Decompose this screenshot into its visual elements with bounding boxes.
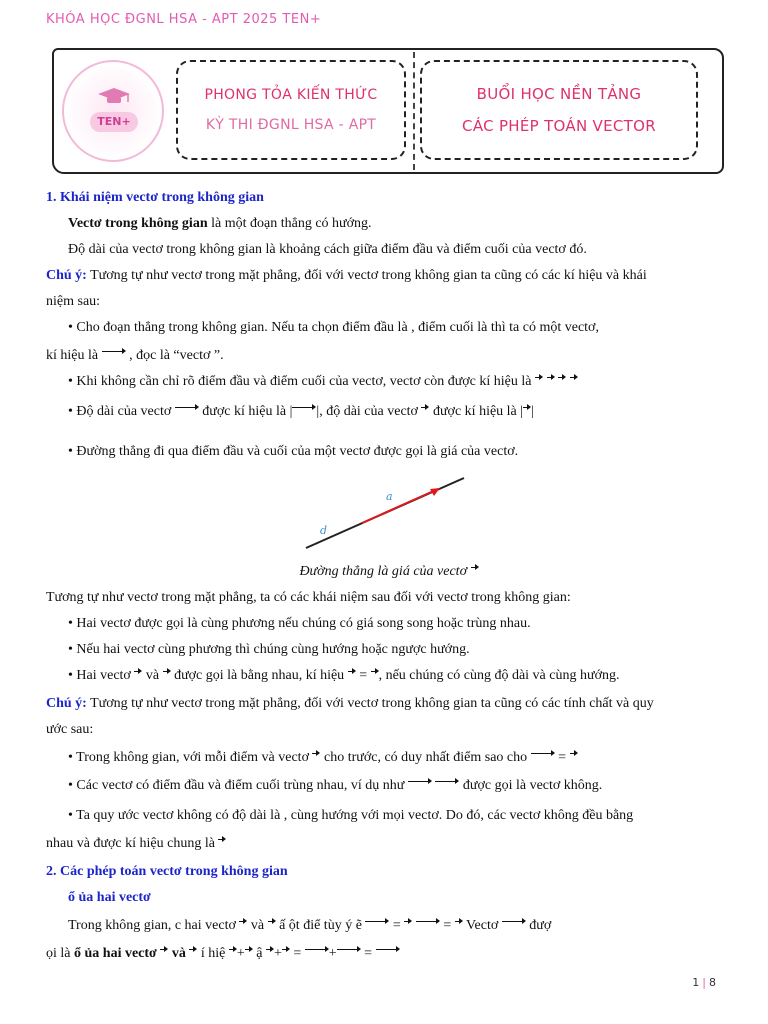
graduation-cap-icon — [98, 88, 130, 106]
section2-subheading: ổ ủa hai vectơ — [68, 890, 151, 905]
bullet-segment-cont — [46, 346, 732, 366]
caption-text: Đường thẳng là giá của vectơ — [299, 564, 468, 579]
vector-arrow-icon — [189, 947, 197, 957]
course-header: KHÓA HỌC ĐGNL HSA - APT 2025 TEN+ — [46, 12, 322, 27]
note1 — [46, 266, 732, 286]
equal-text-c: được gọi là bằng nhau, kí hiệu — [170, 668, 348, 683]
vector-arrow-icon — [416, 919, 440, 929]
vector-arrow-icon — [268, 919, 276, 929]
concept-collinear: • Hai vectơ được gọi là cùng phương nếu chúng có giá song song hoặc trùng nhau. — [68, 616, 531, 631]
vector-arrow-icon — [102, 349, 126, 359]
sum2-text-d: và — [168, 946, 190, 961]
vector-arrow-icon — [218, 837, 226, 847]
vector-arrow-icon — [471, 565, 479, 575]
note1-text: Tương tự như vectơ trong mặt phẳng, đối với vectơ trong không gian ta cũng có các kí hiệu và khái — [86, 268, 647, 283]
sum-text-c: ấ ột điể tùy ý ẽ — [275, 918, 366, 933]
note1-label: Chú ý: — [46, 268, 87, 283]
bullet-notation — [46, 372, 732, 392]
note2-label: Chú ý: — [46, 696, 87, 711]
vector-segment — [362, 489, 438, 523]
figure-caption — [46, 562, 732, 582]
sum-text-b: và — [247, 918, 268, 933]
abs-bars: | | — [289, 404, 320, 419]
banner-box-left — [176, 60, 406, 160]
vector-arrow-icon — [305, 947, 329, 957]
equal-text-b: và — [142, 668, 163, 683]
note1-cont: niệm sau: — [46, 294, 101, 309]
banner-right-line1: BUỔI HỌC NỀN TẢNG — [476, 85, 642, 103]
bullet-length — [46, 402, 732, 422]
zero-text-b: được gọi là vectơ không. — [459, 778, 603, 793]
property-zero-length-cont — [46, 834, 732, 854]
vector-arrow-icon — [404, 919, 412, 929]
vector-arrow-icon — [535, 375, 543, 385]
label-a: a — [386, 490, 393, 503]
abs-bars-2: | | — [520, 404, 534, 419]
vector-arrow-icon — [435, 779, 459, 789]
label-d: d — [320, 524, 328, 537]
zero-text-a: • Các vectơ có điểm đầu và điểm cuối trùng nhau, ví dụ như — [68, 778, 408, 793]
read-as-label: , đọc là “vectơ ”. — [125, 348, 224, 363]
vector-arrow-icon — [531, 751, 555, 761]
page-current: 1 — [692, 976, 700, 989]
vector-arrow-icon — [348, 669, 356, 679]
vector-arrow-icon — [570, 375, 578, 385]
sum-definition-cont: ọi là ổ ủa hai vectơ và í hiệ + ậ + = + = — [46, 944, 732, 964]
sum-text-a: Trong không gian, c hai vectơ — [68, 918, 240, 933]
course-logo — [62, 60, 164, 162]
vector-arrow-icon — [408, 779, 432, 789]
banner-box-right — [420, 60, 698, 160]
vector-arrow-icon — [371, 669, 379, 679]
vector-arrow-icon — [558, 375, 566, 385]
concept-direction: • Nếu hai vectơ cùng phương thì chúng cùng hướng hoặc ngược hướng. — [68, 642, 470, 657]
length-text-c: , độ dài của vectơ — [319, 404, 422, 419]
sum2-text-c: ủa hai vectơ — [81, 946, 161, 961]
vector-arrow-icon — [266, 947, 274, 957]
sum2-text-a: ọi là — [46, 946, 74, 961]
bullet-support-line: • Đường thẳng đi qua điểm đầu và cuối của một vectơ được gọi là giá của vectơ. — [68, 444, 519, 459]
vector-arrow-icon — [163, 669, 171, 679]
page-total: 8 — [709, 976, 716, 989]
property-zero-length: • Ta quy ước vectơ không có độ dài là , cùng hướng với mọi vectơ. Do đó, các vectơ không đều bằng — [68, 808, 634, 823]
vector-arrow-icon — [523, 405, 531, 415]
sum-definition: Trong không gian, c hai vectơ và ấ ột điể tùy ý ẽ = = Vectơ đượ — [68, 918, 552, 933]
length-text-b: được kí hiệu là — [198, 404, 290, 419]
zero-notation-text: nhau và được kí hiệu chung là — [46, 836, 219, 851]
vector-arrow-icon — [160, 947, 168, 957]
vector-arrow-icon — [245, 947, 253, 957]
vector-arrow-icon — [421, 405, 429, 415]
vector-arrow-icon — [455, 919, 463, 929]
sum2-text-e: í hiệ — [197, 946, 229, 961]
vector-arrow-icon — [337, 947, 361, 957]
note2 — [46, 694, 732, 714]
vector-arrow-icon — [547, 375, 555, 385]
vector-arrow-icon — [134, 669, 142, 679]
unique-text-a: • Trong không gian, với mỗi điểm và vectơ — [68, 750, 313, 765]
section1-heading: 1. Khái niệm vectơ trong không gian — [46, 190, 264, 205]
unique-text-b: cho trước, có duy nhất điểm sao cho — [320, 750, 531, 765]
property-unique-point: • Trong không gian, với mỗi điểm và vectơ cho trước, có duy nhất điểm sao cho = — [46, 748, 732, 768]
bullet-notation-text: • Khi không cần chỉ rõ điểm đầu và điểm cuối của vectơ, vectơ còn được kí hiệu là — [68, 374, 535, 389]
sum2-text-f: ậ — [252, 946, 266, 961]
concepts-intro: Tương tự như vectơ trong mặt phẳng, ta có các khái niệm sau đối với vectơ trong không gian: — [46, 590, 571, 605]
bullet-segment: • Cho đoạn thẳng trong không gian. Nếu ta chọn điểm đầu là , điểm cuối là thì ta có một vectơ, — [68, 320, 599, 335]
vector-arrow-icon — [175, 405, 199, 415]
equal-text-d: , nếu chúng có cùng độ dài và cùng hướng. — [378, 668, 620, 683]
page-separator: | — [702, 976, 706, 989]
vector-arrow-icon — [282, 947, 290, 957]
vector-arrow-icon — [239, 919, 247, 929]
banner-left-line2: KỲ THI ĐGNL HSA - APT — [205, 117, 377, 133]
vector-arrow-icon — [292, 405, 316, 415]
vector-arrow-icon — [365, 919, 389, 929]
vector-arrow-icon — [376, 947, 400, 957]
logo-badge: TEN+ — [90, 112, 138, 132]
vector-arrow-icon — [312, 751, 320, 761]
length-definition: Độ dài của vectơ trong không gian là khoảng cách giữa điểm đầu và điểm cuối của vectơ đó. — [68, 242, 587, 257]
note2-text: Tương tự như vectơ trong mặt phẳng, đối với vectơ trong không gian ta cũng có các tính chất và quy — [86, 696, 654, 711]
concept-equal: • Hai vectơ và được gọi là bằng nhau, kí hiệu = , nếu chúng có cùng độ dài và cùng hướng. — [68, 668, 620, 683]
vector-arrow-icon — [570, 751, 578, 761]
vector-support-figure — [300, 472, 470, 554]
sum-text-d: Vectơ — [462, 918, 502, 933]
note2-cont: ước sau: — [46, 722, 94, 737]
banner-divider — [413, 52, 415, 170]
property-zero-vector — [46, 776, 732, 796]
definition-text: là một đoạn thẳng có hướng. — [207, 216, 372, 231]
banner-left-line1: PHONG TỎA KIẾN THỨC — [204, 87, 378, 103]
length-text-d: được kí hiệu là — [429, 404, 521, 419]
vector-definition — [46, 214, 732, 234]
equal-text-a: • Hai vectơ — [68, 668, 135, 683]
sum2-text-b: ổ — [74, 946, 81, 961]
section2-heading: 2. Các phép toán vectơ trong không gian — [46, 864, 288, 879]
banner-right-line2: CÁC PHÉP TOÁN VECTOR — [462, 117, 656, 135]
vector-arrow-icon — [229, 947, 237, 957]
vector-arrow-icon — [502, 919, 526, 929]
definition-term: Vectơ trong không gian — [68, 216, 208, 231]
length-text-a: • Độ dài của vectơ — [68, 404, 175, 419]
sum-text-e: đượ — [525, 918, 552, 933]
notation-label: kí hiệu là — [46, 348, 102, 363]
page-number — [692, 976, 716, 989]
